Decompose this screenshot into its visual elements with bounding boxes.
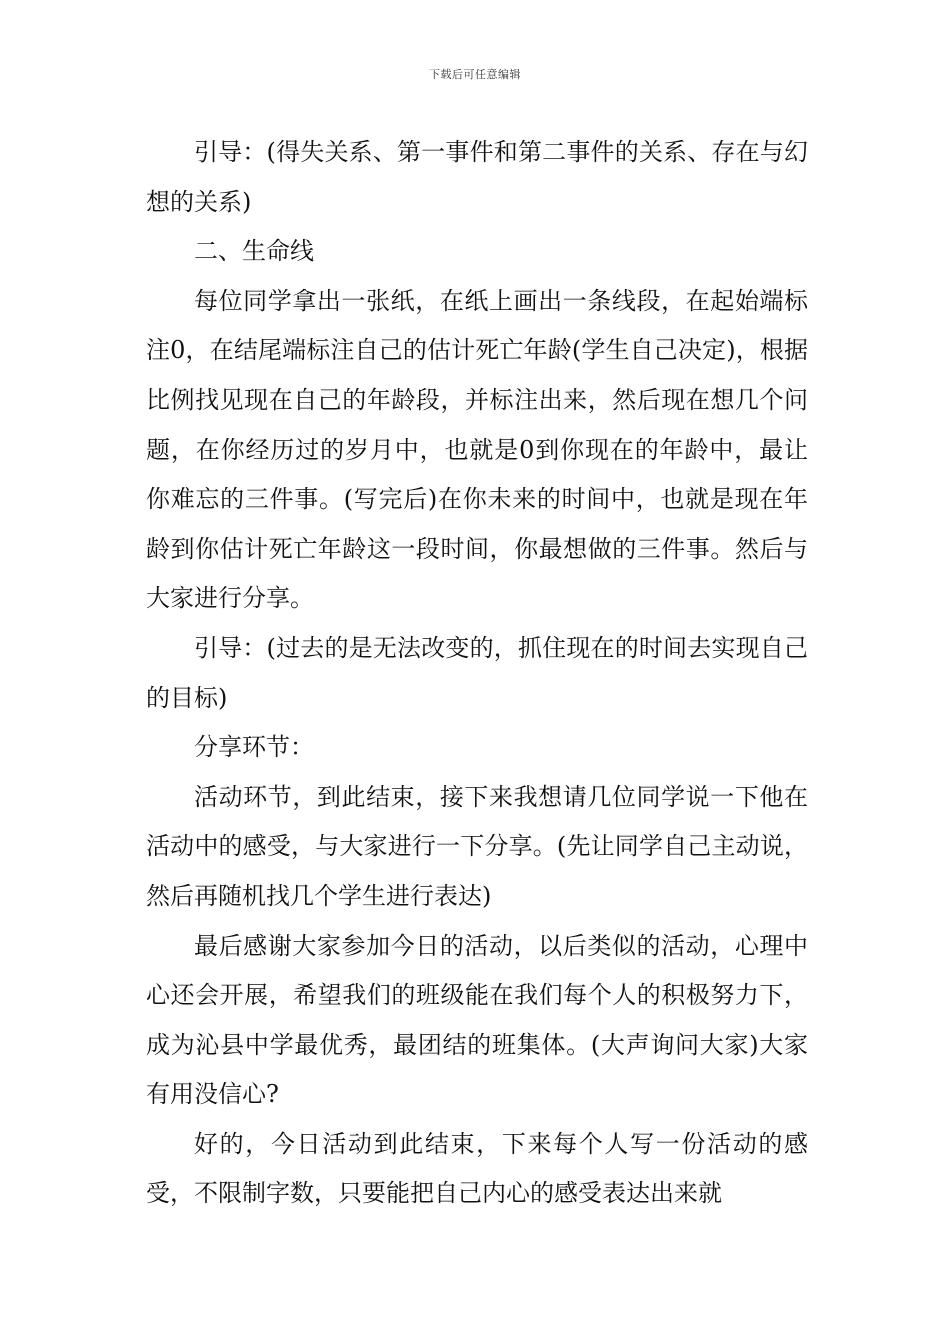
paragraph-sharing: 活动环节，到此结束，接下来我想请几位同学说一下他在活动中的感受，与大家进行一下分享。(先让同学自己主动说，然后再随机找几个学生进行表达) — [146, 782, 808, 910]
section-heading-sharing: 分享环节： — [194, 733, 314, 762]
page-header: 下载后可任意编辑 — [429, 68, 521, 81]
paragraph-guide-1: 引导：(得失关系、第一事件和第二事件的关系、存在与幻想的关系) — [146, 138, 808, 216]
paragraph-closing-assignment: 好的，今日活动到此结束，下来每个人写一份活动的感受，不限制字数，只要能把自己内心的感受表达出来就 — [146, 1129, 808, 1208]
section-heading-lifeline: 二、生命线 — [194, 237, 314, 266]
paragraph-closing-thanks: 最后感谢大家参加今日的活动，以后类似的活动，心理中心还会开展，希望我们的班级能在我们每个人的积极努力下，成为沁县中学最优秀，最团结的班集体。(大声询问大家)大家有用没信心? — [146, 931, 808, 1109]
paragraph-lifeline-instructions: 每位同学拿出一张纸，在纸上画出一条线段，在起始端标注0，在结尾端标注自己的估计死亡年龄(学生自己决定)，根据比例找见现在自己的年龄段，并标注出来，然后现在想几个问题，在你经历过的岁月中，也就是0到你现在的年龄中，最让你难忘的三件事。(写完后)在你未来的时间中，也就是现在年龄到你估计死亡年龄这一段时间，你最想做的三件事。然后与大家进行分享。 — [146, 286, 808, 613]
paragraph-guide-2: 引导：(过去的是无法改变的，抓住现在的时间去实现自己的目标) — [146, 633, 808, 712]
document-body — [146, 128, 808, 1219]
